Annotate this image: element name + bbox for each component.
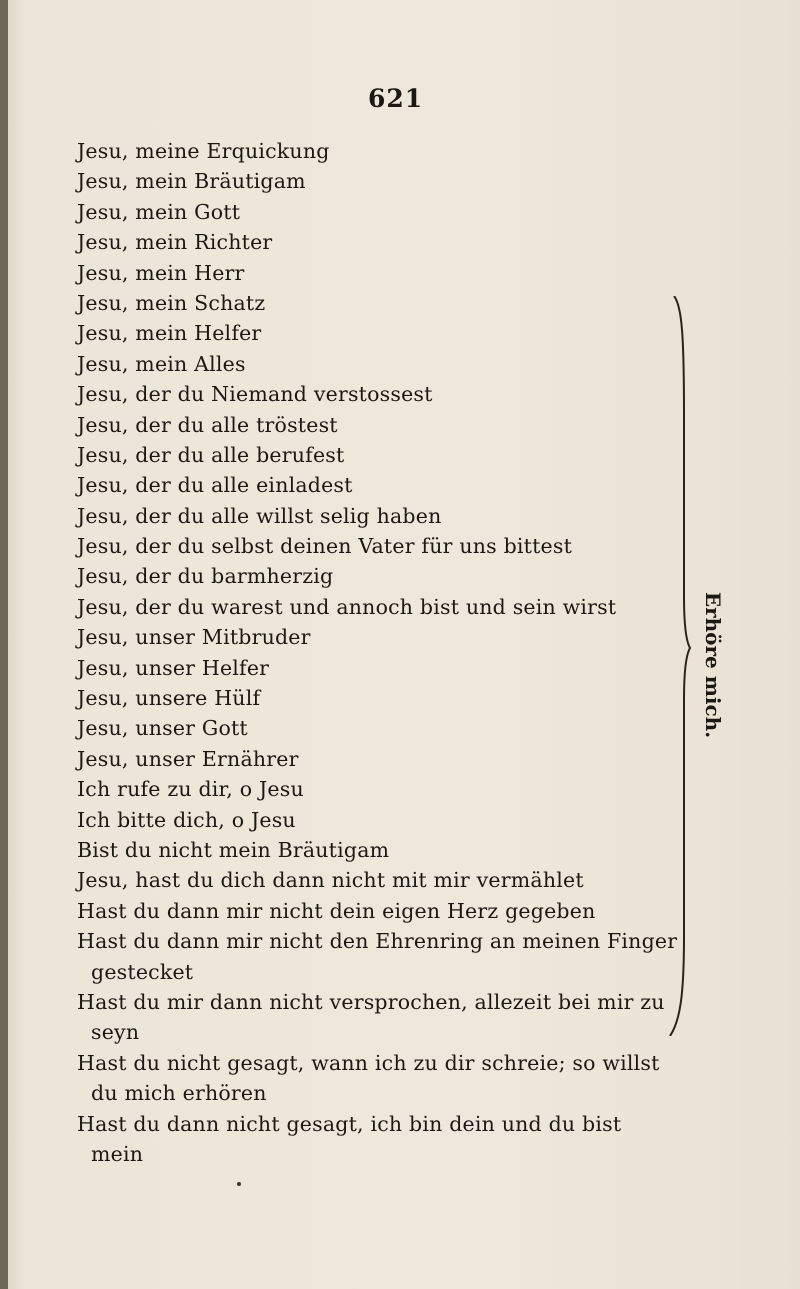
text-line: Ich rufe zu dir, o Jesu — [77, 777, 304, 802]
text-line: Jesu, mein Richter — [77, 230, 273, 255]
text-line: Hast du dann mir nicht den Ehrenring an meinen Finger — [77, 929, 678, 954]
text-line: Jesu, der du warest und annoch bist und sein wirst — [77, 594, 617, 619]
text-line: Jesu, mein Herr — [77, 260, 245, 285]
text-line: Jesu, der du alle einladest — [77, 473, 353, 498]
text-line: Jesu, mein Gott — [77, 199, 241, 224]
text-line: Jesu, der du Niemand verstossest — [77, 382, 433, 407]
text-line: Jesu, unser Helfer — [77, 655, 270, 680]
text-line: gestecket — [91, 959, 194, 984]
marginal-note-text: Erhöre mich. — [701, 591, 725, 739]
text-line: Jesu, unser Gott — [77, 716, 248, 741]
text-line: Jesu, mein Bräutigam — [77, 169, 306, 194]
text-line: Jesu, unser Mitbruder — [77, 625, 311, 650]
text-line: seyn — [91, 1020, 140, 1045]
text-line: Hast du dann nicht gesagt, ich bin dein und du bist — [77, 1111, 622, 1136]
text-line: Jesu, meine Erquickung — [77, 139, 330, 163]
text-line: Jesu, der du alle berufest — [77, 442, 345, 467]
ink-dot — [237, 1182, 241, 1186]
text-line: Jesu, der du alle tröstest — [77, 412, 338, 437]
text-line: Bist du nicht mein Bräutigam — [77, 837, 390, 862]
text-line: du mich erhören — [91, 1081, 267, 1106]
text-line: Jesu, der du alle willst selig haben — [77, 503, 442, 528]
text-line: Jesu, der du barmherzig — [77, 564, 334, 589]
text-line: Hast du nicht gesagt, wann ich zu dir schreie; so willst — [77, 1050, 660, 1075]
marginal-note — [700, 590, 726, 740]
text-line: Jesu, der du selbst deinen Vater für uns bittest — [77, 534, 573, 559]
text-line: Hast du dann mir nicht dein eigen Herz gegeben — [77, 898, 596, 923]
litany-lines — [77, 136, 677, 1169]
page-number: 621 — [368, 84, 424, 113]
right-brace — [668, 296, 692, 1036]
text-line: Jesu, hast du dich dann nicht mit mir vermählet — [77, 868, 584, 893]
text-line: mein — [91, 1141, 144, 1166]
text-line: Jesu, mein Helfer — [77, 321, 262, 346]
binding-gutter — [0, 0, 8, 1289]
text-line: Jesu, mein Alles — [77, 351, 246, 376]
text-line: Hast du mir dann nicht versprochen, allezeit bei mir zu — [77, 989, 665, 1014]
text-line: Ich bitte dich, o Jesu — [77, 807, 296, 832]
text-line: Jesu, unsere Hülf — [77, 686, 261, 711]
text-line: Jesu, unser Ernährer — [77, 746, 299, 771]
text-line: Jesu, mein Schatz — [77, 290, 266, 315]
